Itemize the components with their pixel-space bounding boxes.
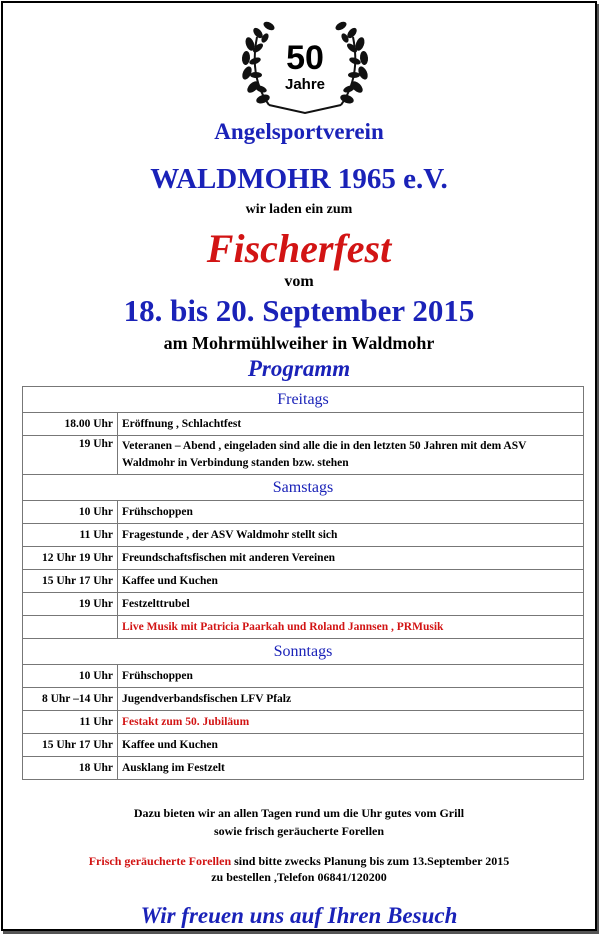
day-header-sunday: Sonntags (23, 639, 584, 665)
event-cell: Kaffee und Kuchen (118, 570, 584, 593)
time-cell: 11 Uhr (23, 524, 118, 547)
flyer-frame (1, 1, 597, 931)
grill-note-line-1: Dazu bieten wir an allen Tagen rund um die Uhr gutes vom Grill (133, 806, 465, 820)
day-header-row (23, 639, 584, 665)
time-cell: 19 Uhr (23, 436, 118, 475)
order-note-line-2: zu bestellen ,Telefon 06841/120200 (211, 870, 387, 884)
event-cell-highlight: Festakt zum 50. Jubiläum (118, 711, 584, 734)
event-cell: Frühschoppen (118, 665, 584, 688)
event-cell-highlight: Live Musik mit Patricia Paarkah und Roland Jannsen , PRMusik (118, 616, 584, 639)
time-cell: 12 Uhr 19 Uhr (23, 547, 118, 570)
badge-word: Jahre (284, 76, 326, 93)
event-cell: Frühschoppen (118, 501, 584, 524)
closing-line: Wir freuen uns auf Ihren Besuch (140, 903, 458, 928)
day-header-saturday: Samstags (23, 475, 584, 501)
table-row (23, 593, 584, 616)
event-cell: Jugendverbandsfischen LFV Pfalz (118, 688, 584, 711)
order-note (3, 853, 595, 885)
table-row (23, 665, 584, 688)
table-row (23, 711, 584, 734)
event-cell: Fragestunde , der ASV Waldmohr stellt sich (118, 524, 584, 547)
trout-highlight: Frisch geräucherte Forellen (88, 854, 232, 868)
time-cell: 10 Uhr (23, 665, 118, 688)
table-row (23, 501, 584, 524)
time-cell: 15 Uhr 17 Uhr (23, 570, 118, 593)
program-table (22, 386, 584, 780)
grill-note-line-2: sowie frisch geräucherte Forellen (213, 824, 385, 838)
table-row (23, 436, 584, 475)
event-cell: Festzelttrubel (118, 593, 584, 616)
time-cell: 8 Uhr –14 Uhr (23, 688, 118, 711)
invitation-line: wir laden ein zum (245, 202, 353, 217)
time-cell: 19 Uhr (23, 593, 118, 616)
organization-name: Angelsportverein (214, 119, 384, 144)
club-name: WALDMOHR 1965 e.V. (150, 163, 448, 195)
grill-note (3, 804, 595, 840)
event-title: Fischerfest (206, 226, 392, 271)
table-row (23, 547, 584, 570)
table-row (23, 616, 584, 639)
from-label: vom (284, 273, 314, 290)
badge-number: 50 (286, 39, 324, 77)
event-cell: Ausklang im Festzelt (118, 757, 584, 780)
time-cell: 18.00 Uhr (23, 413, 118, 436)
time-cell: 15 Uhr 17 Uhr (23, 734, 118, 757)
table-row (23, 570, 584, 593)
table-row (23, 688, 584, 711)
table-row (23, 524, 584, 547)
event-location: am Mohrmühlweiher in Waldmohr (163, 333, 435, 353)
table-row (23, 413, 584, 436)
day-header-row (23, 475, 584, 501)
time-cell: 18 Uhr (23, 757, 118, 780)
event-dates: 18. bis 20. September 2015 (123, 293, 475, 328)
event-cell: Kaffee und Kuchen (118, 734, 584, 757)
table-row (23, 734, 584, 757)
event-cell: Eröffnung , Schlachtfest (118, 413, 584, 436)
event-cell: Veteranen – Abend , eingeladen sind alle die in den letzten 50 Jahren mit dem ASV Waldmohr in Verbindung standen bzw. stehen (118, 436, 584, 475)
day-header-row (23, 387, 584, 413)
time-cell: 10 Uhr (23, 501, 118, 524)
laurel-wreath-icon (229, 17, 381, 117)
event-cell: Freundschaftsfischen mit anderen Vereinen (118, 547, 584, 570)
time-cell: 11 Uhr (23, 711, 118, 734)
day-header-friday: Freitags (23, 387, 584, 413)
table-row (23, 757, 584, 780)
order-note-line-1 (3, 853, 595, 869)
time-cell (23, 616, 118, 639)
program-title: Programm (247, 356, 351, 381)
order-note-text: sind bitte zwecks Planung bis zum 13.September 2015 (231, 854, 510, 868)
